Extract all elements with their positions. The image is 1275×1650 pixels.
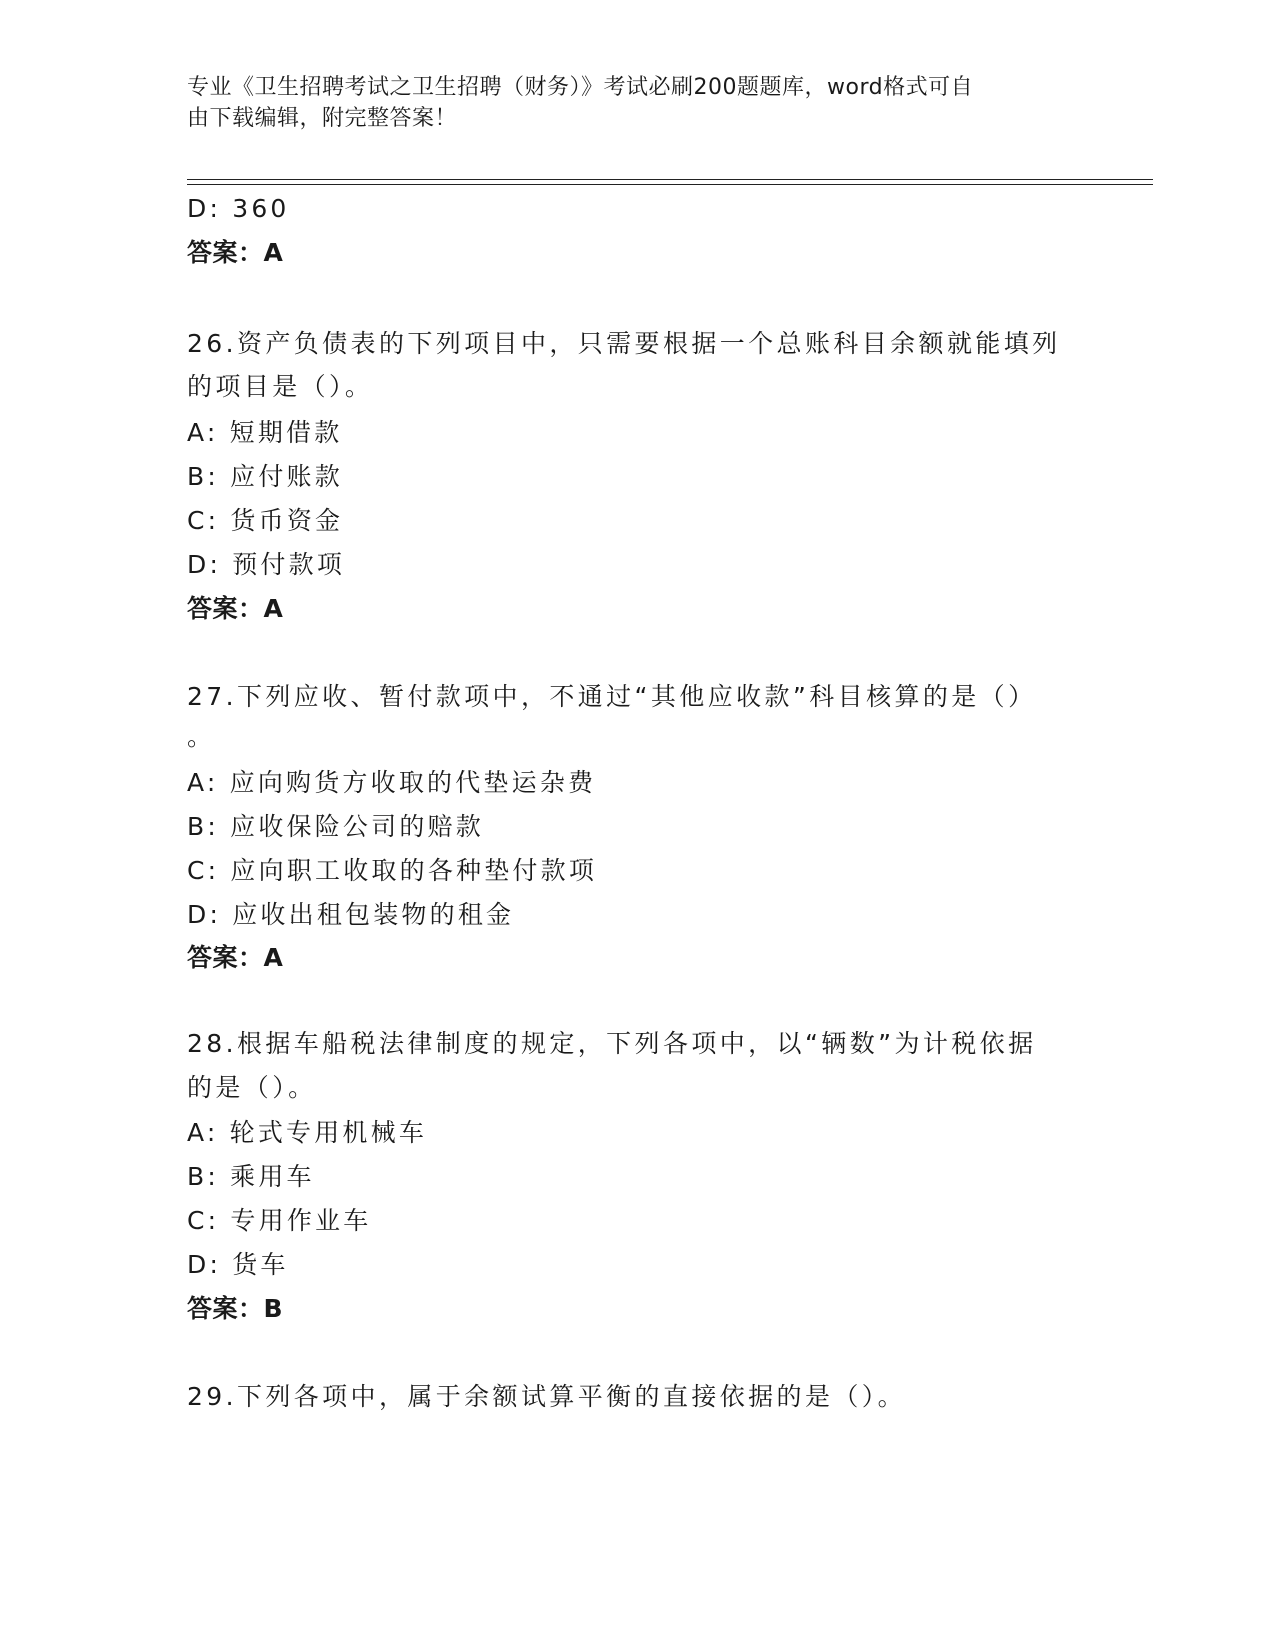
prev-answer: 答案：A	[187, 238, 284, 267]
q28-option-b: B: 乘用车	[187, 1162, 315, 1191]
header-line-2: 由下载编辑，附完整答案！	[187, 106, 458, 131]
q28-stem-line-2: 的是（）。	[187, 1073, 317, 1102]
header-line-1: 专业《卫生招聘考试之卫生招聘（财务）》考试必刷200题题库，word格式可自	[187, 75, 974, 100]
header-divider-top	[187, 179, 1153, 180]
q27-stem-line-2: 。	[187, 722, 216, 751]
prev-option-d: D: 360	[187, 194, 290, 223]
q27-answer: 答案：A	[187, 943, 284, 972]
q26-option-c: C: 货币资金	[187, 506, 344, 535]
q27-option-b: B: 应收保险公司的赔款	[187, 812, 484, 841]
q27-option-d: D: 应收出租包装物的租金	[187, 900, 515, 929]
q28-stem-line-1: 28.根据车船税法律制度的规定，下列各项中，以“辆数”为计税依据	[187, 1029, 1037, 1058]
q27-option-a: A: 应向购货方收取的代垫运杂费	[187, 768, 597, 797]
q26-stem-line-2: 的项目是（）。	[187, 372, 374, 401]
q26-option-a: A: 短期借款	[187, 418, 343, 447]
q28-option-a: A: 轮式专用机械车	[187, 1118, 428, 1147]
header-divider-bottom	[187, 184, 1153, 185]
q27-stem-line-1: 27.下列应收、暂付款项中，不通过“其他应收款”科目核算的是（）	[187, 682, 1037, 711]
document-header	[187, 72, 1067, 134]
q28-option-d: D: 货车	[187, 1250, 289, 1279]
q26-option-d: D: 预付款项	[187, 550, 346, 579]
q28-answer: 答案：B	[187, 1294, 284, 1323]
q28-option-c: C: 专用作业车	[187, 1206, 372, 1235]
q29-stem-line-1: 29.下列各项中，属于余额试算平衡的直接依据的是（）。	[187, 1382, 907, 1411]
q26-stem-line-1: 26.资产负债表的下列项目中，只需要根据一个总账科目余额就能填列	[187, 329, 1061, 358]
q26-option-b: B: 应付账款	[187, 462, 343, 491]
q26-answer: 答案：A	[187, 594, 284, 623]
q27-option-c: C: 应向职工收取的各种垫付款项	[187, 856, 598, 885]
